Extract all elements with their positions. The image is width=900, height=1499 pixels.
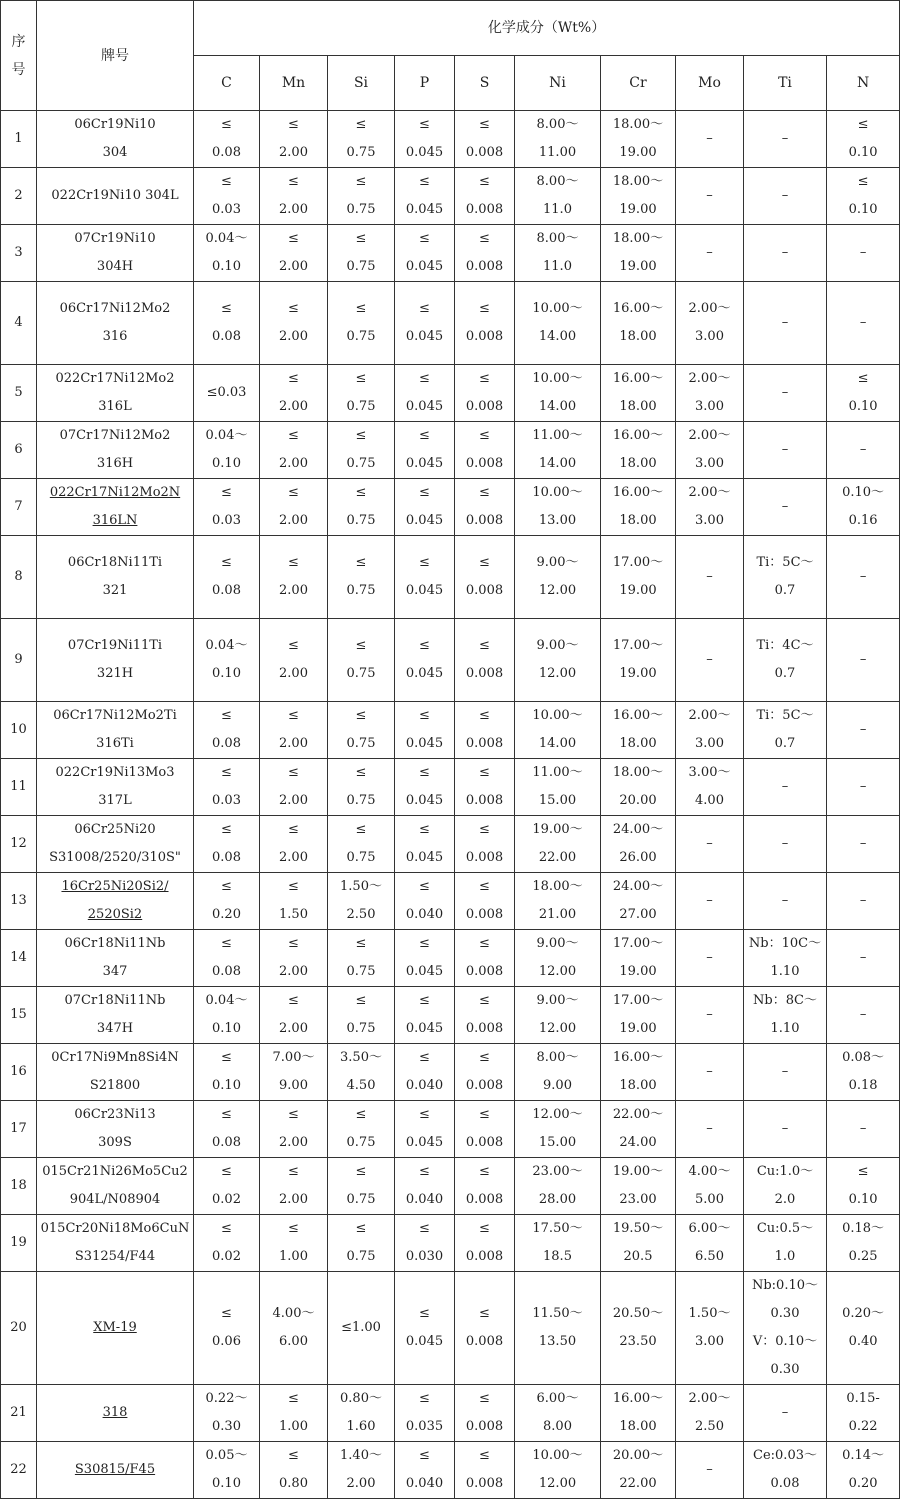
value-cell: ≤ 0.03 [194,168,260,225]
grade-cell: S30815/F45 [37,1442,194,1499]
value-cell: ≤ 0.045 [395,422,455,479]
value-cell: 10.00～ 14.00 [515,702,601,759]
table-row [1,168,900,225]
value-cell: 2.00～ 3.00 [676,282,744,365]
value-cell: – [827,873,900,930]
value-cell: 18.00～ 21.00 [515,873,601,930]
table-row [1,702,900,759]
value-cell: ≤ 0.040 [395,1044,455,1101]
value-cell: ≤ 0.040 [395,1442,455,1499]
value-cell: 10.00～ 13.00 [515,479,601,536]
value-cell: ≤ 2.00 [260,365,328,422]
value-cell: ≤ 0.045 [395,702,455,759]
row-number: 9 [1,619,37,702]
value-cell: – [744,816,827,873]
row-number: 13 [1,873,37,930]
value-cell: Ti：5C～ 0.7 [744,536,827,619]
header-element: C [194,56,260,111]
value-cell: ≤ 0.75 [328,1158,395,1215]
value-cell: 24.00～ 26.00 [601,816,676,873]
value-cell: – [827,282,900,365]
row-number: 19 [1,1215,37,1272]
value-cell: – [676,111,744,168]
value-cell: ≤ 0.75 [328,111,395,168]
value-cell: ≤ 0.03 [194,479,260,536]
value-cell: 2.00～ 3.00 [676,422,744,479]
value-cell: 3.00～ 4.00 [676,759,744,816]
value-cell: ≤ 0.75 [328,930,395,987]
value-cell: ≤ 0.75 [328,702,395,759]
row-number: 10 [1,702,37,759]
table-row [1,1385,900,1442]
value-cell: ≤ 1.50 [260,873,328,930]
value-cell: ≤ 0.008 [455,702,515,759]
header-grade: 牌号 [37,1,194,111]
value-cell: ≤ 2.00 [260,987,328,1044]
value-cell: – [827,422,900,479]
value-cell: 17.00～ 19.00 [601,930,676,987]
value-cell: ≤ 0.045 [395,168,455,225]
grade-cell: 06Cr25Ni20 S31008/2520/310S" [37,816,194,873]
table-row [1,1044,900,1101]
value-cell: – [676,168,744,225]
value-cell: 0.80～ 1.60 [328,1385,395,1442]
value-cell: 19.00～ 22.00 [515,816,601,873]
row-number: 22 [1,1442,37,1499]
value-cell: – [744,225,827,282]
value-cell: 0.22～ 0.30 [194,1385,260,1442]
value-cell: ≤ 2.00 [260,168,328,225]
value-cell: 0.18～ 0.25 [827,1215,900,1272]
value-cell: ≤ 0.08 [194,111,260,168]
value-cell: – [744,1101,827,1158]
value-cell: ≤ 0.08 [194,702,260,759]
value-cell: – [827,536,900,619]
table-row [1,930,900,987]
value-cell: – [676,536,744,619]
table-row [1,619,900,702]
value-cell: ≤ 0.008 [455,873,515,930]
value-cell: ≤ 0.75 [328,365,395,422]
value-cell: ≤ 0.030 [395,1215,455,1272]
table-row [1,111,900,168]
value-cell: ≤ 0.008 [455,1442,515,1499]
value-cell: ≤ 0.045 [395,987,455,1044]
row-number: 12 [1,816,37,873]
value-cell: Nb：10C～ 1.10 [744,930,827,987]
value-cell: 16.00～ 18.00 [601,1044,676,1101]
value-cell: ≤ 2.00 [260,759,328,816]
value-cell: ≤ 0.045 [395,111,455,168]
value-cell: ≤ 0.75 [328,987,395,1044]
table-row [1,1272,900,1385]
value-cell: Nb：8C～ 1.10 [744,987,827,1044]
value-cell: Ti：4C～ 0.7 [744,619,827,702]
value-cell: – [744,111,827,168]
value-cell: ≤ 0.10 [827,1158,900,1215]
value-cell: ≤ 0.040 [395,873,455,930]
value-cell: ≤ 0.08 [194,816,260,873]
value-cell: Cu:0.5～ 1.0 [744,1215,827,1272]
value-cell: ≤ 0.045 [395,759,455,816]
row-number: 15 [1,987,37,1044]
value-cell: 11.00～ 14.00 [515,422,601,479]
value-cell: 23.00～ 28.00 [515,1158,601,1215]
value-cell: ≤ 0.008 [455,619,515,702]
value-cell: 0.05～ 0.10 [194,1442,260,1499]
value-cell: – [676,1044,744,1101]
value-cell: ≤ 0.008 [455,1215,515,1272]
value-cell: ≤ 0.045 [395,1272,455,1385]
table-row [1,479,900,536]
grade-cell: 022Cr19Ni10 304L [37,168,194,225]
value-cell: Ti：5C～ 0.7 [744,702,827,759]
row-number: 5 [1,365,37,422]
grade-cell: 07Cr19Ni10 304H [37,225,194,282]
value-cell: ≤ 0.045 [395,619,455,702]
value-cell: 4.00～ 6.00 [260,1272,328,1385]
value-cell: ≤ 0.75 [328,1101,395,1158]
value-cell: – [744,1044,827,1101]
value-cell: 0.10～ 0.16 [827,479,900,536]
value-cell: ≤ 0.75 [328,619,395,702]
row-number: 16 [1,1044,37,1101]
value-cell: ≤ 0.75 [328,1215,395,1272]
value-cell: – [827,987,900,1044]
value-cell: ≤ 0.008 [455,168,515,225]
value-cell: 8.00～ 11.00 [515,111,601,168]
grade-cell: 022Cr17Ni12Mo2N 316LN [37,479,194,536]
value-cell: ≤ 0.008 [455,930,515,987]
value-cell: – [827,702,900,759]
value-cell: 1.50～ 2.50 [328,873,395,930]
value-cell: ≤ 0.008 [455,365,515,422]
value-cell: ≤ 0.045 [395,282,455,365]
value-cell: 19.00～ 23.00 [601,1158,676,1215]
value-cell: ≤ 0.08 [194,1101,260,1158]
table-row [1,365,900,422]
grade-cell: 0Cr17Ni9Mn8Si4N S21800 [37,1044,194,1101]
value-cell: ≤ 0.75 [328,422,395,479]
value-cell: Cu:1.0～ 2.0 [744,1158,827,1215]
row-number: 11 [1,759,37,816]
grade-cell: 318 [37,1385,194,1442]
value-cell: ≤ 2.00 [260,619,328,702]
value-cell: – [827,225,900,282]
row-number: 1 [1,111,37,168]
value-cell: ≤ 0.75 [328,816,395,873]
row-number: 6 [1,422,37,479]
value-cell: ≤ 0.045 [395,536,455,619]
value-cell: 6.00～ 8.00 [515,1385,601,1442]
value-cell: ≤ 0.008 [455,282,515,365]
value-cell: 1.50～ 3.00 [676,1272,744,1385]
row-number: 17 [1,1101,37,1158]
value-cell: 0.14～ 0.20 [827,1442,900,1499]
value-cell: Ce:0.03～ 0.08 [744,1442,827,1499]
value-cell: ≤ 0.75 [328,479,395,536]
value-cell: ≤ 2.00 [260,111,328,168]
value-cell: 10.00～ 14.00 [515,365,601,422]
value-cell: ≤ 2.00 [260,1101,328,1158]
value-cell: 18.00～ 19.00 [601,111,676,168]
value-cell: 16.00～ 18.00 [601,1385,676,1442]
value-cell: ≤ 0.80 [260,1442,328,1499]
table-row [1,422,900,479]
value-cell: – [827,1101,900,1158]
value-cell: ≤ 0.10 [827,168,900,225]
value-cell: ≤ 0.10 [827,111,900,168]
value-cell: 18.00～ 19.00 [601,168,676,225]
value-cell: ≤ 0.75 [328,225,395,282]
row-number: 3 [1,225,37,282]
row-number: 21 [1,1385,37,1442]
value-cell: ≤ 0.10 [827,365,900,422]
table-row [1,225,900,282]
grade-cell: 022Cr17Ni12Mo2 316L [37,365,194,422]
value-cell: ≤ 0.035 [395,1385,455,1442]
value-cell: ≤ 2.00 [260,930,328,987]
value-cell: 0.20～ 0.40 [827,1272,900,1385]
value-cell: 9.00～ 12.00 [515,930,601,987]
value-cell: – [744,365,827,422]
value-cell: 12.00～ 15.00 [515,1101,601,1158]
row-number: 8 [1,536,37,619]
header-element: S [455,56,515,111]
value-cell: 9.00～ 12.00 [515,536,601,619]
value-cell: ≤ 0.03 [194,759,260,816]
value-cell: ≤ 0.02 [194,1215,260,1272]
value-cell: 0.04～ 0.10 [194,987,260,1044]
value-cell: 0.08～ 0.18 [827,1044,900,1101]
value-cell: 1.40～ 2.00 [328,1442,395,1499]
value-cell: ≤ 0.008 [455,816,515,873]
value-cell: 3.50～ 4.50 [328,1044,395,1101]
grade-cell: 07Cr17Ni12Mo2 316H [37,422,194,479]
value-cell: 0.15- 0.22 [827,1385,900,1442]
table-row [1,1158,900,1215]
grade-cell: 07Cr19Ni11Ti 321H [37,619,194,702]
value-cell: 7.00～ 9.00 [260,1044,328,1101]
table-row [1,873,900,930]
value-cell: – [676,1101,744,1158]
value-cell: 0.04～ 0.10 [194,225,260,282]
value-cell: – [827,619,900,702]
value-cell: 17.00～ 19.00 [601,619,676,702]
value-cell: 18.00～ 20.00 [601,759,676,816]
value-cell: 10.00～ 12.00 [515,1442,601,1499]
value-cell: ≤ 0.045 [395,225,455,282]
grade-cell: 06Cr23Ni13 309S [37,1101,194,1158]
value-cell: 4.00～ 5.00 [676,1158,744,1215]
value-cell: ≤ 0.75 [328,282,395,365]
value-cell: – [676,873,744,930]
value-cell: – [676,987,744,1044]
value-cell: ≤ 0.045 [395,365,455,422]
value-cell: – [744,759,827,816]
row-number: 2 [1,168,37,225]
value-cell: 10.00～ 14.00 [515,282,601,365]
value-cell: ≤ 0.008 [455,1101,515,1158]
value-cell: 22.00～ 24.00 [601,1101,676,1158]
value-cell: ≤ 0.008 [455,1385,515,1442]
table-row [1,282,900,365]
row-number: 4 [1,282,37,365]
value-cell: 20.50～ 23.50 [601,1272,676,1385]
value-cell: 16.00～ 18.00 [601,282,676,365]
value-cell: 2.00～ 3.00 [676,479,744,536]
table-row [1,1215,900,1272]
table-row [1,1442,900,1499]
grade-cell: 06Cr17Ni12Mo2Ti 316Ti [37,702,194,759]
value-cell: 24.00～ 27.00 [601,873,676,930]
value-cell: ≤ 0.10 [194,1044,260,1101]
value-cell: ≤ 0.08 [194,536,260,619]
value-cell: 19.50～ 20.5 [601,1215,676,1272]
header-element: N [827,56,900,111]
value-cell: ≤ 0.045 [395,479,455,536]
header-seq: 序 号 [1,1,37,111]
row-number: 7 [1,479,37,536]
value-cell: 6.00～ 6.50 [676,1215,744,1272]
value-cell: 18.00～ 19.00 [601,225,676,282]
header-element: Ni [515,56,601,111]
value-cell: – [744,282,827,365]
value-cell: ≤ 0.20 [194,873,260,930]
header-element: Mn [260,56,328,111]
value-cell: ≤ 0.045 [395,816,455,873]
value-cell: 11.00～ 15.00 [515,759,601,816]
value-cell: – [827,816,900,873]
value-cell: 11.50～ 13.50 [515,1272,601,1385]
value-cell: 8.00～ 11.0 [515,225,601,282]
value-cell: 16.00～ 18.00 [601,365,676,422]
value-cell: ≤ 2.00 [260,1158,328,1215]
value-cell: ≤ 0.02 [194,1158,260,1215]
value-cell: – [676,816,744,873]
row-number: 20 [1,1272,37,1385]
header-element: Cr [601,56,676,111]
table-row [1,816,900,873]
value-cell: ≤ 2.00 [260,422,328,479]
value-cell: ≤ 0.75 [328,536,395,619]
value-cell: ≤ 2.00 [260,816,328,873]
value-cell: 9.00～ 12.00 [515,987,601,1044]
value-cell: ≤ 2.00 [260,282,328,365]
value-cell: ≤ 0.008 [455,987,515,1044]
value-cell: – [676,930,744,987]
value-cell: ≤ 0.008 [455,479,515,536]
value-cell: ≤ 0.06 [194,1272,260,1385]
grade-cell: 06Cr17Ni12Mo2 316 [37,282,194,365]
value-cell: – [827,930,900,987]
value-cell: – [676,225,744,282]
value-cell: 17.50～ 18.5 [515,1215,601,1272]
value-cell: ≤ 2.00 [260,536,328,619]
value-cell: ≤1.00 [328,1272,395,1385]
value-cell: 8.00～ 9.00 [515,1044,601,1101]
value-cell: ≤ 0.045 [395,1101,455,1158]
grade-cell: 015Cr21Ni26Mo5Cu2 904L/N08904 [37,1158,194,1215]
header-composition: 化学成分（Wt%） [194,1,900,56]
value-cell: ≤ 1.00 [260,1385,328,1442]
row-number: 14 [1,930,37,987]
value-cell: ≤ 2.00 [260,225,328,282]
grade-cell: XM-19 [37,1272,194,1385]
value-cell: 8.00～ 11.0 [515,168,601,225]
value-cell: 2.00～ 3.00 [676,702,744,759]
header-element: P [395,56,455,111]
value-cell: ≤ 2.00 [260,702,328,759]
value-cell: 16.00～ 18.00 [601,479,676,536]
row-number: 18 [1,1158,37,1215]
value-cell: 17.00～ 19.00 [601,536,676,619]
value-cell: ≤ 0.008 [455,1272,515,1385]
table-row [1,536,900,619]
header-element: Mo [676,56,744,111]
value-cell: – [744,1385,827,1442]
grade-cell: 022Cr19Ni13Mo3 317L [37,759,194,816]
table-row [1,987,900,1044]
value-cell: ≤ 0.75 [328,759,395,816]
grade-cell: 16Cr25Ni20Si2/ 2520Si2 [37,873,194,930]
value-cell: ≤ 0.008 [455,422,515,479]
value-cell: – [744,168,827,225]
value-cell: – [744,873,827,930]
value-cell: ≤ 0.008 [455,536,515,619]
value-cell: ≤ 0.008 [455,1044,515,1101]
header-element: Si [328,56,395,111]
value-cell: ≤ 0.75 [328,168,395,225]
value-cell: ≤ 0.045 [395,930,455,987]
grade-cell: 06Cr18Ni11Nb 347 [37,930,194,987]
value-cell: ≤ 0.008 [455,1158,515,1215]
grade-cell: 07Cr18Ni11Nb 347H [37,987,194,1044]
table-row [1,1101,900,1158]
value-cell: ≤0.03 [194,365,260,422]
value-cell: ≤ 2.00 [260,479,328,536]
grade-cell: 06Cr18Ni11Ti 321 [37,536,194,619]
value-cell: 2.00～ 2.50 [676,1385,744,1442]
value-cell: 0.04～ 0.10 [194,422,260,479]
value-cell: 0.04～ 0.10 [194,619,260,702]
value-cell: – [744,422,827,479]
header-element: Ti [744,56,827,111]
value-cell: ≤ 0.008 [455,759,515,816]
value-cell: – [827,759,900,816]
value-cell: ≤ 0.08 [194,282,260,365]
grade-cell: 015Cr20Ni18Mo6CuN S31254/F44 [37,1215,194,1272]
value-cell: – [676,619,744,702]
value-cell: ≤ 0.008 [455,111,515,168]
value-cell: ≤ 0.08 [194,930,260,987]
value-cell: ≤ 0.008 [455,225,515,282]
value-cell: Nb:0.10～ 0.30 V：0.10～ 0.30 [744,1272,827,1385]
value-cell: 9.00～ 12.00 [515,619,601,702]
value-cell: 17.00～ 19.00 [601,987,676,1044]
value-cell: ≤ 1.00 [260,1215,328,1272]
value-cell: 16.00～ 18.00 [601,702,676,759]
value-cell: 2.00～ 3.00 [676,365,744,422]
value-cell: ≤ 0.040 [395,1158,455,1215]
value-cell: – [744,479,827,536]
value-cell: 16.00～ 18.00 [601,422,676,479]
grade-cell: 06Cr19Ni10 304 [37,111,194,168]
value-cell: 20.00～ 22.00 [601,1442,676,1499]
table-row [1,759,900,816]
value-cell: – [676,1442,744,1499]
